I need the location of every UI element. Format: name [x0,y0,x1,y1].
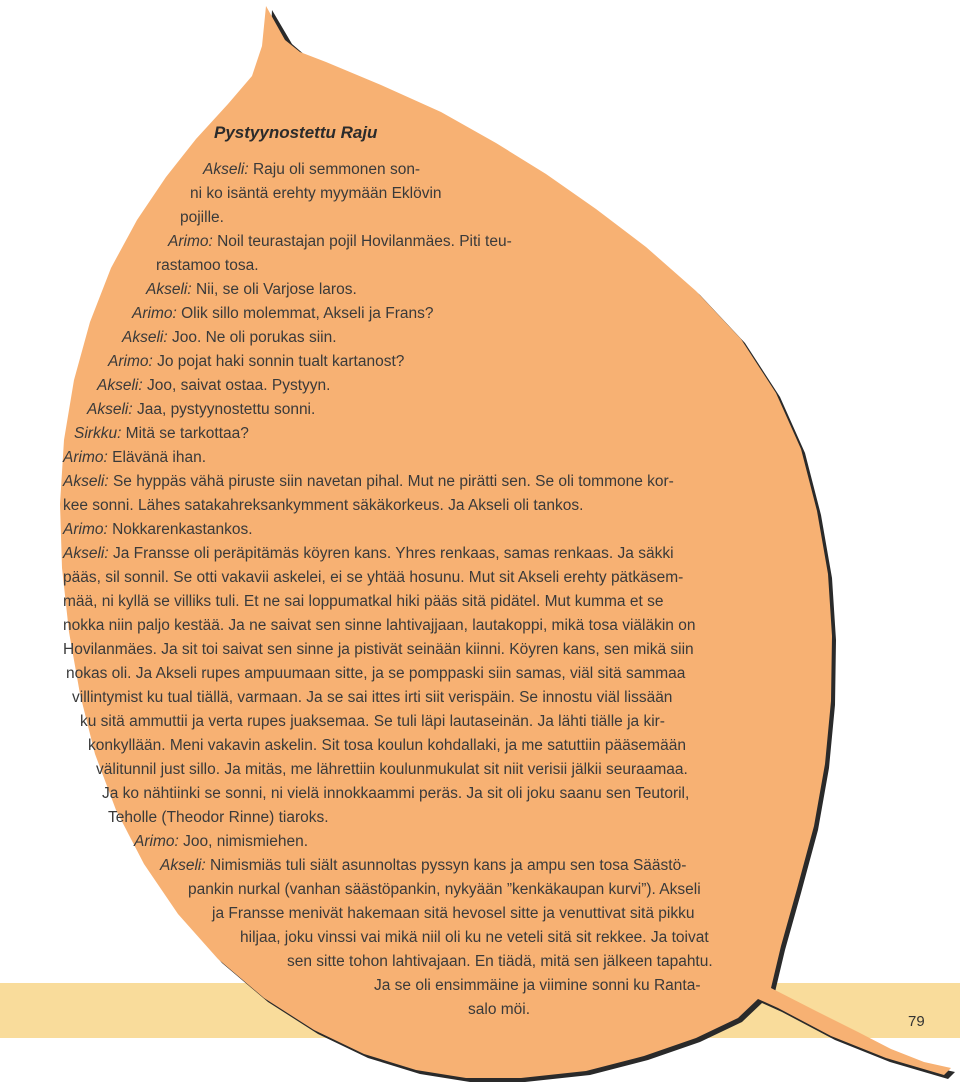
text-line [63,568,683,588]
text-line [134,832,308,852]
text-line [240,928,709,948]
line-text: Nimismiäs tuli siält asunnoltas pyssyn kans ja ampu sen tosa Säästö- [205,857,687,874]
text-line [468,1000,530,1020]
text-line [108,808,329,828]
text-line [63,544,674,564]
line-text: pääs, sil sonnil. Se otti vakavii askelei, ei se yhtää hosunu. Mut sit Akseli erehty pätkäsem- [63,569,684,586]
speaker-name: Akseli: [87,401,133,418]
text-line [96,760,688,780]
speaker-name: Arimo: [108,353,153,370]
line-text: villintymist ku tual tiällä, varmaan. Ja se sai ittes irti siit verispäin. Se innostu viäl lissään [72,689,673,706]
line-text: Joo. Ne oli porukas siin. [167,329,337,346]
text-line [63,472,674,492]
text-line [63,496,583,516]
speaker-name: Akseli: [160,857,206,874]
line-text: Joo, nimismiehen. [178,833,309,850]
speaker-name: Arimo: [132,305,177,322]
speaker-name: Akseli: [122,329,168,346]
line-text: Ja ko nähtiinki se sonni, ni vielä innokkaammi peräs. Ja sit oli joku saanu sen Teutoril, [102,785,690,802]
line-text: Jo pojat haki sonnin tualt kartanost? [152,353,405,370]
line-text: mää, ni kyllä se villiks tuli. Et ne sai loppumatkal hiki pääs sitä pidätel. Mut kumma et se [63,593,664,610]
line-text: ni ko isäntä erehty myymään Eklövin [190,185,442,202]
text-line [212,904,694,924]
text-line [132,304,433,324]
line-text: Jaa, pystyynostettu sonni. [132,401,316,418]
line-text: Se hyppäs vähä piruste siin navetan pihal. Mut ne pirätti sen. Se oli tommone kor- [108,473,674,490]
text-line [287,952,713,972]
text-line [66,664,685,684]
text-line [203,160,420,180]
line-text: nokka niin paljo kestää. Ja ne saivat sen sinne lahtivajjaan, lautakoppi, mikä tosa viäläkin on [63,617,696,634]
line-text: salo möi. [468,1001,531,1018]
line-text: Ja Fransse oli peräpitämäs köyren kans. Yhres renkaas, samas renkaas. Ja säkki [108,545,674,562]
speaker-name: Akseli: [63,545,109,562]
line-text: sen sitte tohon lahtivajaan. En tiädä, mitä sen jälkeen tapahtu. [287,953,713,970]
line-text: hiljaa, joku vinssi vai mikä niil oli ku ne veteli sitä sit rekkee. Ja toivat [240,929,709,946]
line-text: Nokkarenkastankos. [107,521,253,538]
text-line [108,352,404,372]
line-text: nokas oli. Ja Akseli rupes ampuumaan sitte, ja se pomppaski siin samas, viäl sitä sammaa [66,665,686,682]
speaker-name: Akseli: [203,161,249,178]
line-text: pojille. [180,209,224,226]
line-text: konkyllään. Meni vakavin askelin. Sit tosa koulun kohdallaki, ja me satuttiin pääsemään [88,737,686,754]
line-text: Ja se oli ensimmäine ja viimine sonni ku Ranta- [374,977,701,994]
text-line [63,616,695,636]
text-line [102,784,689,804]
text-line [156,256,259,276]
text-line [190,184,442,204]
speaker-name: Akseli: [146,281,192,298]
text-line [63,448,206,468]
text-line [63,520,253,540]
speaker-name: Akseli: [97,377,143,394]
line-text: välitunnil just sillo. Ja mitäs, me lährettiin koulunmukulat sit niit verisii jälkii seuraamaa. [96,761,688,778]
text-line [88,736,686,756]
speaker-name: Arimo: [63,521,108,538]
text-line [122,328,337,348]
text-line [87,400,315,420]
line-text: ja Fransse menivät hakemaan sitä hevosel sitte ja venuttivat sitä pikku [212,905,695,922]
line-text: Noil teurastajan pojil Hovilanmäes. Piti teu- [212,233,512,250]
story-title: Pystyynostettu Raju [214,123,378,142]
line-text: Raju oli semmonen son- [248,161,421,178]
text-line [72,688,672,708]
speaker-name: Arimo: [63,449,108,466]
page-number: 79 [908,1013,925,1030]
speaker-name: Akseli: [63,473,109,490]
line-text: ku sitä ammuttii ja verta rupes juaksemaa. Se tuli läpi lautaseinän. Ja lähti tiälle ja kir- [80,713,665,730]
text-line [180,208,224,228]
text-line [74,424,249,444]
line-text: Nii, se oli Varjose laros. [191,281,357,298]
speaker-name: Arimo: [168,233,213,250]
text-line [97,376,330,396]
text-line [146,280,357,300]
text-line [160,856,686,876]
line-text: kee sonni. Lähes satakahreksankymment säkäkorkeus. Ja Akseli oli tankos. [63,497,584,514]
line-text: pankin nurkal (vanhan säästöpankin, nykyään ”kenkäkaupan kurvi”). Akseli [188,881,701,898]
text-line [374,976,701,996]
speaker-name: Sirkku: [74,425,122,442]
text-line [188,880,701,900]
line-text: Hovilanmäes. Ja sit toi saivat sen sinne ja pistivät seinään kiinni. Köyren kans, sen mikä siin [63,641,694,658]
text-line [63,592,663,612]
line-text: Elävänä ihan. [107,449,207,466]
speaker-name: Arimo: [134,833,179,850]
line-text: Olik sillo molemmat, Akseli ja Frans? [176,305,434,322]
text-line [168,232,512,252]
line-text: Mitä se tarkottaa? [121,425,249,442]
line-text: Teholle (Theodor Rinne) tiaroks. [108,809,329,826]
text-line [63,640,694,660]
line-text: Joo, saivat ostaa. Pystyyn. [142,377,331,394]
line-text: rastamoo tosa. [156,257,259,274]
text-line [80,712,665,732]
